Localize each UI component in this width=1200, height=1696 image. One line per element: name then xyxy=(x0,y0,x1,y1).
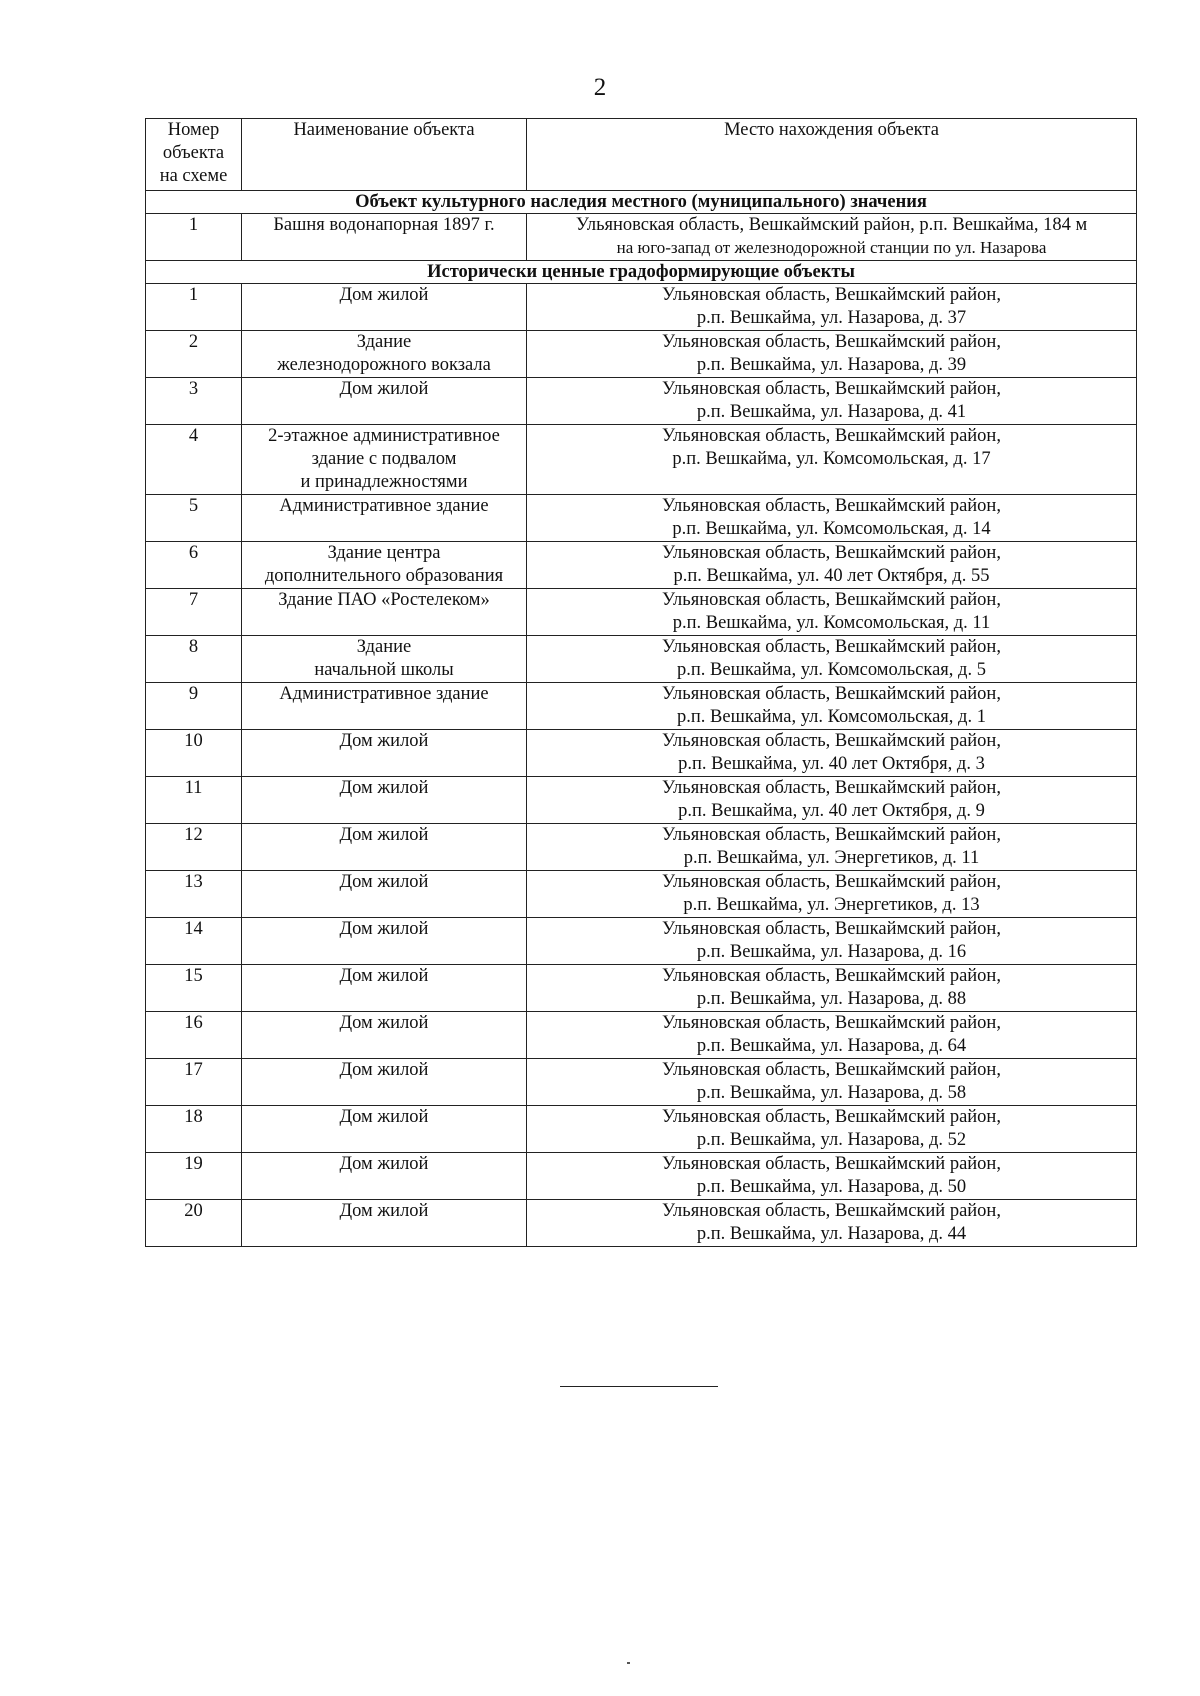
row-location-line: р.п. Вешкайма, ул. Комсомольская, д. 1 xyxy=(677,707,986,727)
row-name xyxy=(242,824,527,871)
row-location-line: р.п. Вешкайма, ул. 40 лет Октября, д. 55 xyxy=(673,566,990,586)
row-name xyxy=(242,378,527,425)
row-location-line: Ульяновская область, Вешкаймский район, xyxy=(662,285,1001,305)
row-number: 14 xyxy=(146,918,242,965)
row-name xyxy=(242,730,527,777)
row-location-line: р.п. Вешкайма, ул. Назарова, д. 58 xyxy=(696,1083,967,1103)
row-name-line: Дом жилой xyxy=(339,872,429,892)
table-row xyxy=(146,331,1137,378)
table-row xyxy=(146,1059,1137,1106)
row-number: 4 xyxy=(146,425,242,495)
row-location-line: р.п. Вешкайма, ул. Комсомольская, д. 11 xyxy=(672,613,991,633)
row-location-line: р.п. Вешкайма, ул. Комсомольская, д. 14 xyxy=(672,519,991,539)
row-name xyxy=(242,542,527,589)
row-name-line: Здание ПАО «Ростелеком» xyxy=(278,590,490,610)
row-name-line: Дом жилой xyxy=(339,778,429,798)
table-row xyxy=(146,542,1137,589)
row-location xyxy=(527,1106,1137,1153)
row-location-line: р.п. Вешкайма, ул. Комсомольская, д. 17 xyxy=(672,449,991,469)
row-name-line: Дом жилой xyxy=(339,1154,429,1174)
row-location-line: Ульяновская область, Вешкаймский район, xyxy=(662,543,1001,563)
row-location-line: Ульяновская область, Вешкаймский район, xyxy=(662,825,1001,845)
section-heritage-title: Объект культурного наследия местного (муниципального) значения xyxy=(146,191,1137,214)
heritage-location-line: на юго-запад от железнодорожной станции по ул. Назарова xyxy=(616,238,1047,257)
heritage-number: 1 xyxy=(146,214,242,261)
header-location: Место нахождения объекта xyxy=(527,119,1137,191)
section-historic-title: Исторически ценные градоформирующие объекты xyxy=(146,261,1137,284)
row-name xyxy=(242,683,527,730)
end-divider-line xyxy=(560,1386,718,1387)
row-number: 2 xyxy=(146,331,242,378)
row-location xyxy=(527,1153,1137,1200)
row-location-line: Ульяновская область, Вешкаймский район, xyxy=(662,731,1001,751)
row-location-line: Ульяновская область, Вешкаймский район, xyxy=(662,1154,1001,1174)
row-name-line: железнодорожного вокзала xyxy=(277,355,491,375)
row-name xyxy=(242,918,527,965)
row-name xyxy=(242,1153,527,1200)
row-location-line: Ульяновская область, Вешкаймский район, xyxy=(662,379,1001,399)
objects-table xyxy=(145,118,1137,1247)
row-name xyxy=(242,965,527,1012)
row-location-line: Ульяновская область, Вешкаймский район, xyxy=(662,919,1001,939)
row-location-line: р.п. Вешкайма, ул. Назарова, д. 52 xyxy=(696,1130,967,1150)
row-name-line: Дом жилой xyxy=(339,285,429,305)
row-location-line: Ульяновская область, Вешкаймский район, xyxy=(662,966,1001,986)
row-location-line: р.п. Вешкайма, ул. Энергетиков, д. 11 xyxy=(683,848,980,868)
row-location xyxy=(527,1059,1137,1106)
row-location-line: р.п. Вешкайма, ул. Назарова, д. 41 xyxy=(696,402,967,422)
row-name-line: Здание xyxy=(356,637,412,657)
row-location-line: Ульяновская область, Вешкаймский район, xyxy=(662,426,1001,446)
row-location-line: Ульяновская область, Вешкаймский район, xyxy=(662,1013,1001,1033)
table-row xyxy=(146,495,1137,542)
table-row xyxy=(146,425,1137,495)
row-location xyxy=(527,425,1137,495)
row-name-line: Здание центра xyxy=(327,543,441,563)
row-name-line: Дом жилой xyxy=(339,825,429,845)
table-row xyxy=(146,965,1137,1012)
row-location xyxy=(527,777,1137,824)
row-name-line: дополнительного образования xyxy=(264,566,504,586)
table-row xyxy=(146,777,1137,824)
row-number: 18 xyxy=(146,1106,242,1153)
row-number: 6 xyxy=(146,542,242,589)
row-number: 8 xyxy=(146,636,242,683)
row-number: 9 xyxy=(146,683,242,730)
row-name xyxy=(242,777,527,824)
table-row xyxy=(146,589,1137,636)
row-location xyxy=(527,871,1137,918)
row-location xyxy=(527,824,1137,871)
row-location xyxy=(527,495,1137,542)
table-row xyxy=(146,1200,1137,1247)
section-historic-row xyxy=(146,261,1137,284)
row-name xyxy=(242,1012,527,1059)
row-location-line: Ульяновская область, Вешкаймский район, xyxy=(662,590,1001,610)
row-name-line: Дом жилой xyxy=(339,731,429,751)
row-location xyxy=(527,683,1137,730)
heritage-location xyxy=(527,214,1137,261)
row-name xyxy=(242,425,527,495)
row-location-line: р.п. Вешкайма, ул. Назарова, д. 88 xyxy=(696,989,967,1009)
row-location xyxy=(527,918,1137,965)
row-number: 12 xyxy=(146,824,242,871)
row-number: 20 xyxy=(146,1200,242,1247)
row-location xyxy=(527,965,1137,1012)
row-number: 10 xyxy=(146,730,242,777)
row-number: 1 xyxy=(146,284,242,331)
row-location-line: Ульяновская область, Вешкаймский район, xyxy=(662,1107,1001,1127)
row-location xyxy=(527,730,1137,777)
row-number: 5 xyxy=(146,495,242,542)
row-name-line: начальной школы xyxy=(314,660,454,680)
row-name xyxy=(242,495,527,542)
row-name xyxy=(242,1059,527,1106)
header-name: Наименование объекта xyxy=(242,119,527,191)
row-location xyxy=(527,636,1137,683)
row-name xyxy=(242,331,527,378)
header-number-line: объекта xyxy=(162,143,225,163)
row-number: 15 xyxy=(146,965,242,1012)
table-row xyxy=(146,918,1137,965)
row-name-line: Здание xyxy=(356,332,412,352)
row-name xyxy=(242,1200,527,1247)
row-name-line: Дом жилой xyxy=(339,966,429,986)
row-location-line: Ульяновская область, Вешкаймский район, xyxy=(662,778,1001,798)
row-number: 3 xyxy=(146,378,242,425)
row-location-line: р.п. Вешкайма, ул. 40 лет Октября, д. 3 xyxy=(678,754,985,774)
row-number: 19 xyxy=(146,1153,242,1200)
row-name-line: Дом жилой xyxy=(339,919,429,939)
table-row xyxy=(146,284,1137,331)
row-name-line: Дом жилой xyxy=(339,1107,429,1127)
row-location-line: Ульяновская область, Вешкаймский район, xyxy=(662,637,1001,657)
row-number: 7 xyxy=(146,589,242,636)
row-name-line: Административное здание xyxy=(279,684,489,704)
table-row xyxy=(146,1153,1137,1200)
row-name xyxy=(242,589,527,636)
row-name-line: Административное здание xyxy=(279,496,489,516)
row-location-line: р.п. Вешкайма, ул. Назарова, д. 39 xyxy=(696,355,967,375)
row-location xyxy=(527,589,1137,636)
row-location xyxy=(527,1200,1137,1247)
row-location-line: р.п. Вешкайма, ул. Назарова, д. 37 xyxy=(696,308,967,328)
row-location xyxy=(527,1012,1137,1059)
table-row xyxy=(146,378,1137,425)
row-location-line: р.п. Вешкайма, ул. Назарова, д. 44 xyxy=(696,1224,967,1244)
heritage-location-line: Ульяновская область, Вешкаймский район, р.п. Вешкайма, 184 м xyxy=(575,215,1088,235)
row-name-line: и принадлежностями xyxy=(300,472,468,492)
header-number-line: на схеме xyxy=(159,166,228,186)
row-location-line: Ульяновская область, Вешкаймский район, xyxy=(662,496,1001,516)
row-location xyxy=(527,331,1137,378)
scan-dot-mark xyxy=(627,1662,630,1664)
row-number: 17 xyxy=(146,1059,242,1106)
row-location-line: Ульяновская область, Вешкаймский район, xyxy=(662,332,1001,352)
row-number: 11 xyxy=(146,777,242,824)
row-location-line: р.п. Вешкайма, ул. Энергетиков, д. 13 xyxy=(683,895,980,915)
row-name-line: здание с подвалом xyxy=(311,449,457,469)
row-name xyxy=(242,284,527,331)
row-name-line: 2-этажное административное xyxy=(268,426,500,446)
table-row xyxy=(146,871,1137,918)
row-location-line: р.п. Вешкайма, ул. 40 лет Октября, д. 9 xyxy=(678,801,985,821)
table-row xyxy=(146,1012,1137,1059)
row-name-line: Дом жилой xyxy=(339,379,429,399)
row-location-line: Ульяновская область, Вешкаймский район, xyxy=(662,1060,1001,1080)
row-name xyxy=(242,1106,527,1153)
table-row xyxy=(146,1106,1137,1153)
row-location-line: р.п. Вешкайма, ул. Назарова, д. 50 xyxy=(696,1177,967,1197)
section-heritage-row xyxy=(146,191,1137,214)
table-row xyxy=(146,683,1137,730)
table-header-row xyxy=(146,119,1137,191)
table-row xyxy=(146,636,1137,683)
heritage-name: Башня водонапорная 1897 г. xyxy=(242,214,527,261)
row-location-line: Ульяновская область, Вешкаймский район, xyxy=(662,1201,1001,1221)
row-number: 13 xyxy=(146,871,242,918)
row-location-line: Ульяновская область, Вешкаймский район, xyxy=(662,684,1001,704)
row-name-line: Дом жилой xyxy=(339,1013,429,1033)
page-number: 2 xyxy=(593,74,607,101)
row-number: 16 xyxy=(146,1012,242,1059)
row-location xyxy=(527,284,1137,331)
row-location-line: р.п. Вешкайма, ул. Назарова, д. 64 xyxy=(696,1036,967,1056)
row-location-line: Ульяновская область, Вешкаймский район, xyxy=(662,872,1001,892)
row-name-line: Дом жилой xyxy=(339,1201,429,1221)
row-location xyxy=(527,378,1137,425)
row-location-line: р.п. Вешкайма, ул. Назарова, д. 16 xyxy=(696,942,967,962)
row-location-line: р.п. Вешкайма, ул. Комсомольская, д. 5 xyxy=(677,660,986,680)
heritage-row xyxy=(146,214,1137,261)
row-name-line: Дом жилой xyxy=(339,1060,429,1080)
row-name xyxy=(242,636,527,683)
header-number-line: Номер xyxy=(167,120,220,140)
row-name xyxy=(242,871,527,918)
row-location xyxy=(527,542,1137,589)
header-number xyxy=(146,119,242,191)
table-row xyxy=(146,730,1137,777)
table-row xyxy=(146,824,1137,871)
